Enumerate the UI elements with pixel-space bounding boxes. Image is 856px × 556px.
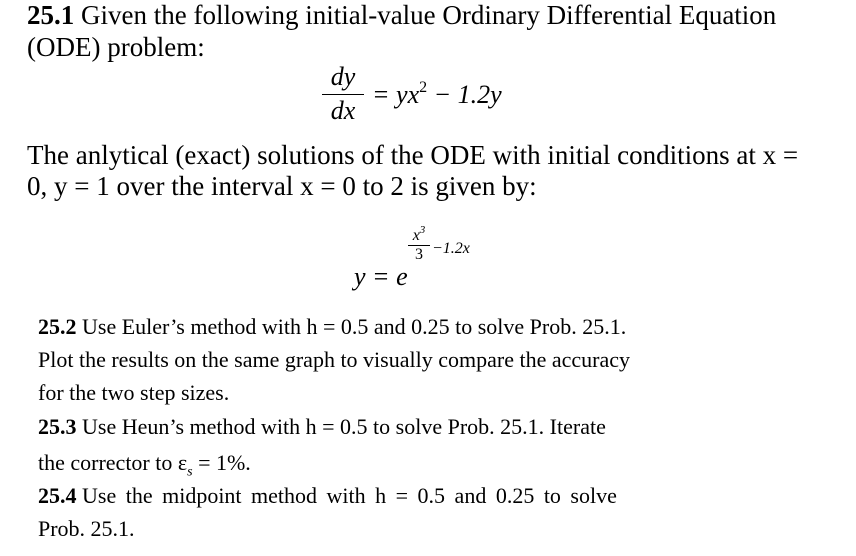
ode-numerator: dy <box>330 62 356 91</box>
problem-25-2-text-1: Use Euler’s method with h = 0.5 and 0.25 to solve Prob. 25.1. <box>82 314 627 339</box>
problem-25-1-number: 25.1 <box>27 0 75 30</box>
ode-fraction <box>322 63 364 125</box>
exact-text-line-2: 0, y = 1 over the interval x = 0 to 2 is given by: <box>27 171 537 201</box>
epsilon-subscript: s <box>187 464 193 480</box>
problem-25-2-line-2: Plot the results on the same graph to visually compare the accuracy <box>38 347 630 372</box>
exact-text-line-1: The anlytical (exact) solutions of the ODE with initial conditions at x = <box>27 140 799 170</box>
solution-exp-tail: −1.2x <box>432 240 470 257</box>
solution-exponent-fraction <box>408 224 430 263</box>
problem-25-3-text-2a: the corrector to ε <box>38 450 188 475</box>
exp-num-base: x <box>412 227 420 244</box>
ode-rhs-a: = yx <box>372 80 420 109</box>
ode-rhs-exponent: 2 <box>419 79 428 96</box>
problem-25-1-line-1 <box>27 0 776 31</box>
problem-25-3-text-2b: = 1%. <box>192 450 251 475</box>
ode-rhs <box>372 80 502 110</box>
problem-25-4-text-1: Use the midpoint method with h = 0.5 and 0.25 to solve <box>82 483 617 508</box>
ode-denominator: dx <box>330 96 356 125</box>
problem-25-2-line-1 <box>38 310 626 344</box>
problem-25-4-number: 25.4 <box>38 483 77 508</box>
problem-25-3-line-1 <box>38 410 606 444</box>
problem-25-2-number: 25.2 <box>38 314 77 339</box>
fraction-bar <box>322 94 364 95</box>
solution-exp-denominator: 3 <box>415 246 423 263</box>
exp-num-power: 3 <box>419 224 426 236</box>
problem-25-2-line-3: for the two step sizes. <box>38 380 230 405</box>
problem-25-1-line-2: (ODE) problem: <box>27 32 205 62</box>
problem-25-4-line-1 <box>38 479 617 513</box>
problem-25-3-text-1: Use Heun’s method with h = 0.5 to solve Prob. 25.1. Iterate <box>82 414 606 439</box>
problem-25-1-text-1: Given the following initial-value Ordinary Differential Equation <box>81 0 777 30</box>
solution-exp-numerator <box>408 224 430 244</box>
problem-25-3-number: 25.3 <box>38 414 77 439</box>
ode-rhs-b: − 1.2y <box>427 80 502 109</box>
problem-25-4-line-2: Prob. 25.1. <box>38 516 135 541</box>
solution-lhs: y = e <box>354 262 408 291</box>
